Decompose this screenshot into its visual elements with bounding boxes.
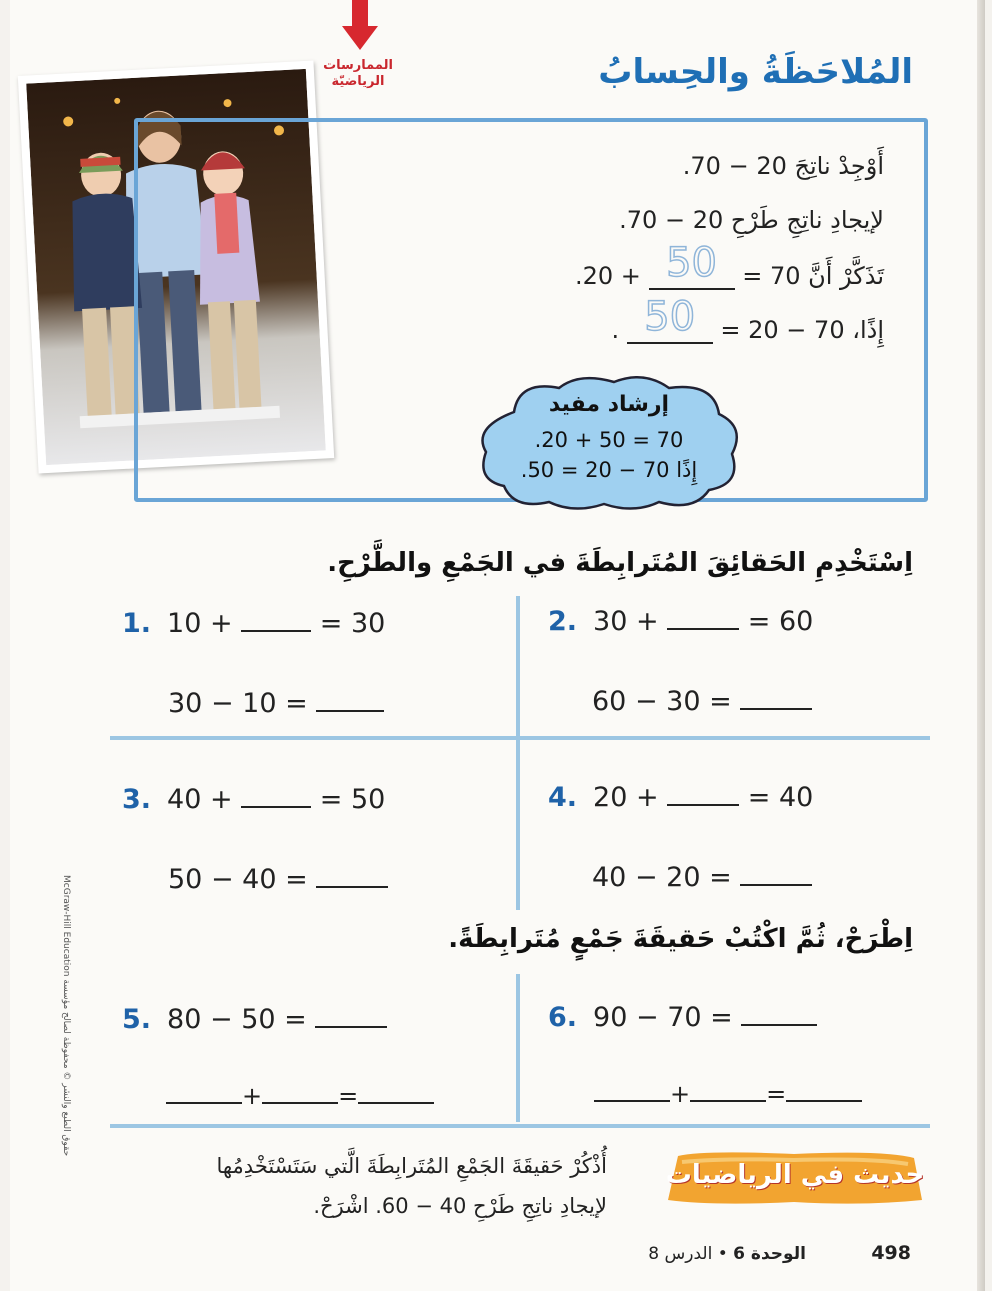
answer-blank[interactable]	[741, 1000, 817, 1026]
example-line-3-suffix: + 20.	[574, 262, 641, 290]
answer-blank[interactable]	[358, 1078, 434, 1104]
grid-divider-vertical-1	[516, 596, 520, 736]
problem-1-expr-b: = 30	[319, 608, 386, 639]
example-answer-blank-1	[649, 240, 735, 290]
page-number: 498	[871, 1242, 911, 1264]
problem-2-part-2	[592, 684, 812, 717]
plus-sign: +	[670, 1080, 691, 1108]
section-title: المُلاحَظَةُ والحِسابُ	[598, 52, 913, 92]
grid-divider-horizontal-2	[110, 1124, 930, 1128]
problem-4	[548, 780, 813, 813]
answer-blank[interactable]	[241, 606, 311, 632]
answer-blank[interactable]	[594, 1076, 670, 1102]
answer-blank[interactable]	[316, 686, 384, 712]
helpful-tip-cloud	[474, 372, 744, 510]
problem-3-part-2	[168, 862, 388, 895]
answer-blank[interactable]	[690, 1076, 766, 1102]
math-talk-line-1: أُذْكُرْ حَقيقَةَ الجَمْعِ المُتَرابِطَةَ الَّتي سَتَسْتَخْدِمُها	[216, 1154, 607, 1178]
practice-label-line2: الرياضيّة	[331, 74, 385, 89]
example-line-2: لإيجادِ ناتِجِ طَرْحِ 20 − 70.	[619, 206, 884, 234]
instructions-section-1: اِسْتَخْدِمِ الحَقائِقَ المُتَرابِطَةَ في الجَمْعِ والطَّرْحِ.	[327, 548, 913, 578]
example-answer-blank-2	[627, 294, 713, 344]
example-line-1: أَوْجِدْ ناتِجَ 20 − 70.	[682, 152, 884, 180]
instructions-section-2: اِطْرَحْ، ثُمَّ اكْتُبْ حَقيقَةَ جَمْعٍ مُتَرابِطَةً.	[448, 924, 913, 954]
footer-separator: •	[717, 1244, 728, 1264]
tip-title: إرشاد مفيد	[548, 392, 670, 417]
problem-number: 3.	[122, 784, 152, 815]
problem-2-expr-a: 30 +	[593, 606, 659, 637]
copyright-credit	[56, 875, 71, 1160]
grid-divider-vertical-3	[516, 974, 520, 1122]
equals-sign: =	[338, 1082, 359, 1110]
problem-3-expr-c: 50 − 40 =	[168, 864, 308, 895]
copyright-text: McGraw-Hill Education حقوق الطبع والنشر © محفوظة لصالح مؤسسة	[61, 875, 71, 1157]
practice-label-line1: الممارسات	[323, 58, 393, 73]
problem-1-expr-a: 10 +	[167, 608, 233, 639]
math-talk-line-2: لإيجادِ ناتِجِ طَرْحِ 40 − 60. اشْرَحْ.	[313, 1194, 607, 1218]
problem-4-part-2	[592, 860, 812, 893]
answer-blank[interactable]	[316, 862, 388, 888]
problem-number: 4.	[548, 782, 578, 813]
problem-2	[548, 604, 813, 637]
lesson-label: الدرس 8	[648, 1244, 713, 1264]
plus-sign: +	[242, 1082, 263, 1110]
problem-3	[122, 782, 385, 815]
example-line-4	[611, 294, 884, 344]
answer-blank[interactable]	[740, 684, 812, 710]
math-talk-title: حديث في الرياضيات	[665, 1160, 925, 1190]
problem-4-expr-b: = 40	[747, 782, 814, 813]
problem-number: 2.	[548, 606, 578, 637]
page-spine	[977, 0, 985, 1291]
problem-3-expr-a: 40 +	[167, 784, 233, 815]
answer-blank[interactable]	[786, 1076, 862, 1102]
answer-blank[interactable]	[740, 860, 812, 886]
problem-2-expr-b: = 60	[747, 606, 814, 637]
problem-number: 5.	[122, 1004, 152, 1035]
grid-divider-vertical-2	[516, 740, 520, 910]
answer-blank[interactable]	[166, 1078, 242, 1104]
example-line-4-suffix: .	[611, 316, 620, 344]
problem-3-expr-b: = 50	[319, 784, 386, 815]
example-box	[134, 118, 928, 502]
handwritten-answer-1: 50	[666, 240, 718, 286]
problem-1-part-2	[168, 686, 384, 719]
down-arrow-icon	[342, 0, 378, 52]
answer-blank[interactable]	[241, 782, 311, 808]
problem-5-fact	[166, 1078, 434, 1110]
answer-blank[interactable]	[315, 1002, 387, 1028]
grid-divider-horizontal-1	[110, 736, 930, 740]
problem-4-expr-a: 20 +	[593, 782, 659, 813]
problem-1	[122, 606, 385, 639]
example-line-3-prefix: تَذَكَّرْ أَنَّ 70 =	[742, 262, 884, 290]
problem-1-expr-c: 30 − 10 =	[168, 688, 308, 719]
math-practices-label	[310, 58, 406, 90]
tip-line-2: إِذًا 70 − 20 = 50.	[520, 458, 698, 482]
problem-2-expr-c: 60 − 30 =	[592, 686, 732, 717]
answer-blank[interactable]	[667, 604, 739, 630]
example-line-4-prefix: إِذًا، 70 − 20 =	[720, 316, 884, 344]
problem-number: 1.	[122, 608, 152, 639]
page-footer	[648, 1242, 911, 1264]
handwritten-answer-2: 50	[644, 294, 696, 340]
answer-blank[interactable]	[667, 780, 739, 806]
equals-sign: =	[766, 1080, 787, 1108]
problem-6-fact	[594, 1076, 862, 1108]
workbook-page	[10, 0, 985, 1291]
problem-4-expr-c: 40 − 20 =	[592, 862, 732, 893]
example-line-3	[574, 240, 884, 290]
math-talk-badge	[664, 1150, 926, 1206]
problem-6-expr: 90 − 70 =	[593, 1002, 733, 1033]
problem-number: 6.	[548, 1002, 578, 1033]
problem-5	[122, 1002, 387, 1035]
answer-blank[interactable]	[262, 1078, 338, 1104]
problem-6	[548, 1000, 817, 1033]
unit-label: الوحدة 6	[733, 1244, 806, 1264]
problem-5-expr: 80 − 50 =	[167, 1004, 307, 1035]
tip-line-1: .20 + 50 = 70	[534, 428, 684, 452]
